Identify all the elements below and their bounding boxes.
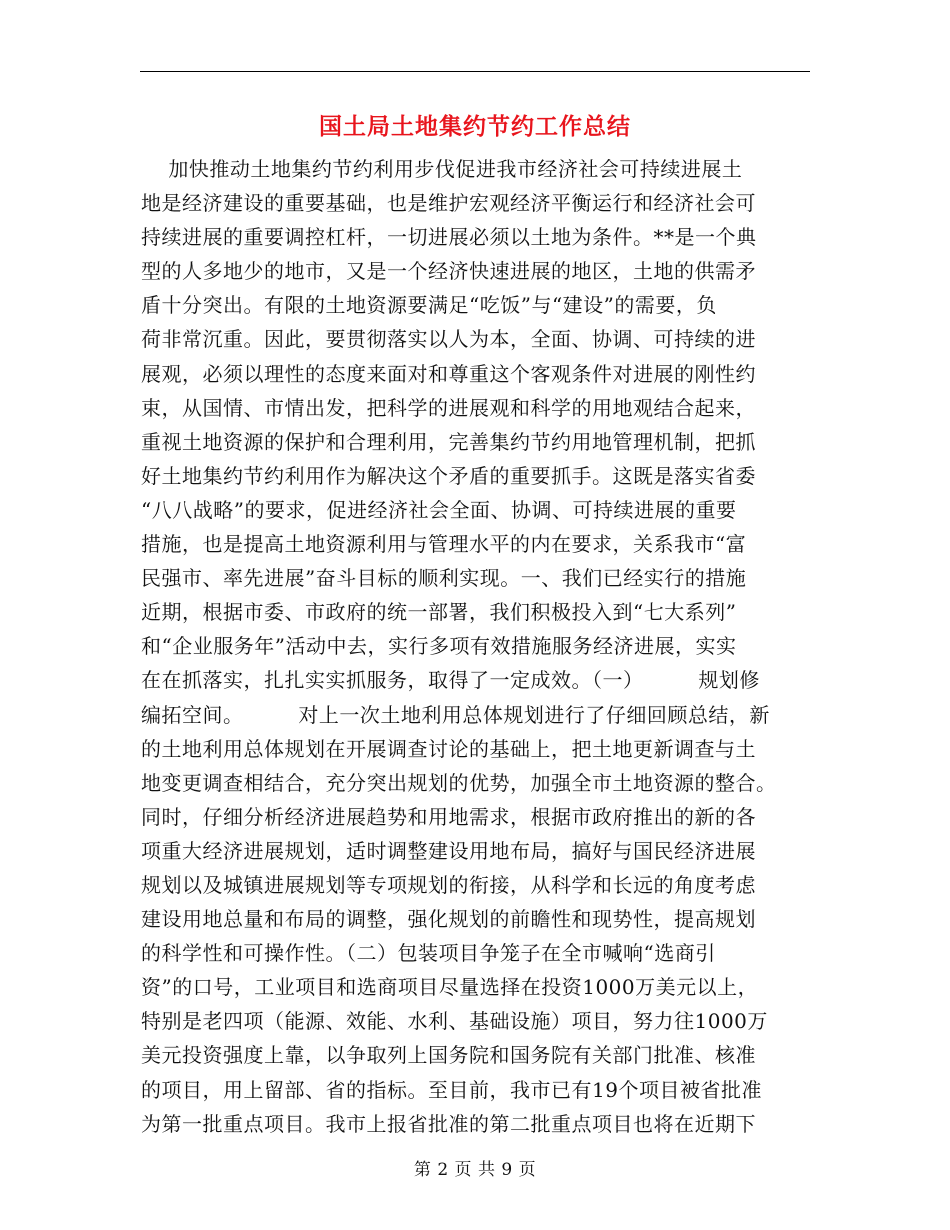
text-line: 资”的口号，工业项目和选商项目尽量选择在投资1000万美元以上， <box>141 975 759 1000</box>
document-title: 国土局土地集约节约工作总结 <box>319 114 631 140</box>
body-text <box>141 152 821 1141</box>
text-line: 的项目，用上留部、省的指标。至目前，我市已有19个项目被省批准 <box>141 1077 762 1102</box>
text-line: 和“企业服务年”活动中去，实行多项有效措施服务经济进展，实实 <box>141 634 737 659</box>
text-line: 展观，必须以理性的态度来面对和尊重这个客观条件对进展的刚性约 <box>141 361 756 386</box>
text-line: “八八战略”的要求，促进经济社会全面、协调、可持续进展的重要 <box>141 497 737 522</box>
text-line: 美元投资强度上靠，以争取列上国务院和国务院有关部门批准、核准 <box>141 1043 756 1068</box>
text-line: 民强市、率先进展”奋斗目标的顺利实现。一、我们已经实行的措施 <box>141 566 747 591</box>
text-line: 在在抓落实，扎扎实实抓服务，取得了一定成效。（一） 规划修 <box>141 668 760 693</box>
text-line: 同时，仔细分析经济进展趋势和用地需求，根据市政府推出的新的各 <box>141 804 756 829</box>
text-line: 重视土地资源的保护和合理利用，完善集约节约用地管理机制，把抓 <box>141 429 756 454</box>
text-line: 地变更调查相结合，充分突出规划的优势，加强全市土地资源的整合。 <box>141 770 777 795</box>
text-line: 好土地集约节约利用作为解决这个矛盾的重要抓手。这既是落实省委 <box>141 463 756 488</box>
text-line: 特别是老四项（能源、效能、水利、基础设施）项目，努力往1000万 <box>141 1009 768 1034</box>
text-line: 的科学性和可操作性。（二）包装项目争笼子在全市喊响“选商引 <box>141 941 716 966</box>
page-number-footer: 第 2 页 共 9 页 <box>413 1160 537 1180</box>
text-line: 措施，也是提高土地资源利用与管理水平的内在要求，关系我市“富 <box>141 532 747 557</box>
text-line: 加快推动土地集约节约利用步伐促进我市经济社会可持续进展土 <box>141 157 743 181</box>
text-line: 近期，根据市委、市政府的统一部署，我们积极投入到“七大系列” <box>141 600 737 625</box>
header-rule <box>140 71 810 72</box>
text-line: 盾十分突出。有限的土地资源要满足“吃饭”与“建设”的需要，负 <box>141 293 717 318</box>
text-line: 为第一批重点项目。我市上报省批准的第二批重点项目也将在近期下 <box>141 1111 756 1136</box>
text-line: 编拓空间。 对上一次土地利用总体规划进行了仔细回顾总结，新 <box>141 702 770 727</box>
text-line: 项重大经济进展规划，适时调整建设用地布局，搞好与国民经济进展 <box>141 838 756 863</box>
text-line: 持续进展的重要调控杠杆，一切进展必须以土地为条件。**是一个典 <box>141 225 757 250</box>
text-line: 荷非常沉重。因此，要贯彻落实以人为本，全面、协调、可持续的进 <box>141 327 756 352</box>
text-line: 规划以及城镇进展规划等专项规划的衔接，从科学和长远的角度考虑 <box>141 872 756 897</box>
text-line: 束，从国情、市情出发，把科学的进展观和科学的用地观结合起来， <box>141 395 756 420</box>
text-line: 地是经济建设的重要基础，也是维护宏观经济平衡运行和经济社会可 <box>141 191 756 216</box>
text-line: 型的人多地少的地市，又是一个经济快速进展的地区，土地的供需矛 <box>141 259 756 284</box>
text-line: 建设用地总量和布局的调整，强化规划的前瞻性和现势性，提高规划 <box>141 907 756 932</box>
text-line: 的土地利用总体规划在开展调查讨论的基础上，把土地更新调查与土 <box>141 736 756 761</box>
